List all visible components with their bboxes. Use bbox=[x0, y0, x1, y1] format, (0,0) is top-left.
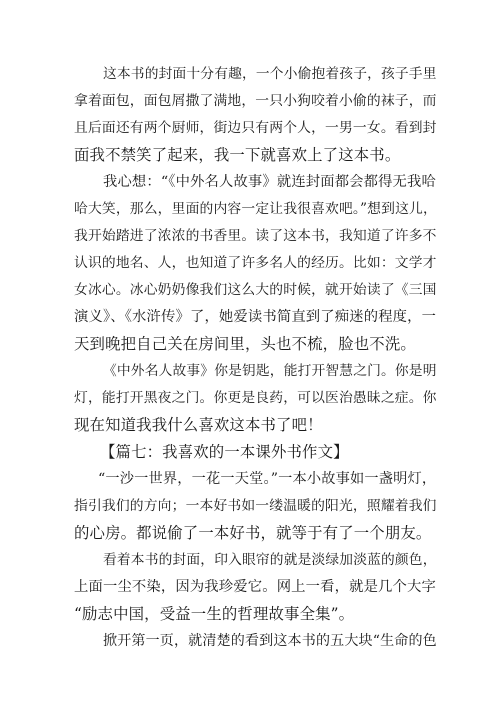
text-line: 的心房。都说偷了一本好书，就等于有了一个朋友。 bbox=[74, 524, 432, 542]
text-line: 天到晚把自己关在房间里，头也不梳，脸也不洗。 bbox=[74, 335, 416, 353]
text-line: 我开始踏进了浓浓的书香里。读了这本书，我知道了许多不 bbox=[74, 228, 437, 244]
text-line: 这本书的封面十分有趣，一个小偷抱着孩子，孩子手里 bbox=[103, 66, 437, 82]
text-line: 哈大笑，那么，里面的内容一定让我很喜欢吧。”想到这儿， bbox=[74, 201, 437, 217]
text-line: “一沙一世界，一花一天堂。”一本小故事如一盏明灯， bbox=[98, 471, 437, 487]
text-line: 拿着面包，面包屑撒了满地，一只小狗咬着小偷的袜子，而 bbox=[74, 93, 437, 109]
text-line: 看着本书的封面，印入眼帘的就是淡绿加淡蓝的颜色， bbox=[103, 552, 437, 568]
text-line: 我心想：“《中外名人故事》就连封面都会都得无我哈 bbox=[103, 174, 436, 190]
section-heading-text: 【篇七：我喜欢的一本课外书作文】 bbox=[100, 443, 349, 461]
text-line: 灯，能打开黑夜之门。你更是良药，可以医治愚昧之症。你 bbox=[74, 390, 437, 406]
text-line: 指引我们的方向；一本好书如一缕温暖的阳光，照耀着我们 bbox=[74, 498, 437, 514]
text-line: 演义》、《水浒传》了，她爱读书简直到了痴迷的程度，一 bbox=[74, 309, 437, 325]
text-line: 《中外名人故事》你是钥匙，能打开智慧之门。你是明 bbox=[103, 363, 437, 379]
text-line: 女冰心。冰心奶奶像我们这么大的时候，就开始读了《三国 bbox=[74, 282, 437, 298]
text-line: 且后面还有两个厨师，街边只有两个人，一男一女。看到封 bbox=[74, 120, 437, 136]
text-line: “励志中国，受益一生的哲理故事全集”。 bbox=[74, 605, 355, 623]
text-line: 上面一尘不染，因为我珍爱它。网上一看，就是几个大字 bbox=[74, 579, 436, 595]
text-line: 现在知道我我什么喜欢这本书了吧！ bbox=[74, 416, 323, 434]
text-line: 面我不禁笑了起来，我一下就喜欢上了这本书。 bbox=[74, 146, 401, 164]
text-line: 掀开第一页，就清楚的看到这本书的五大块“生命的色 bbox=[103, 633, 437, 649]
text-line: 认识的地名、人，也知道了许多名人的经历。比如：文学才 bbox=[74, 255, 437, 271]
